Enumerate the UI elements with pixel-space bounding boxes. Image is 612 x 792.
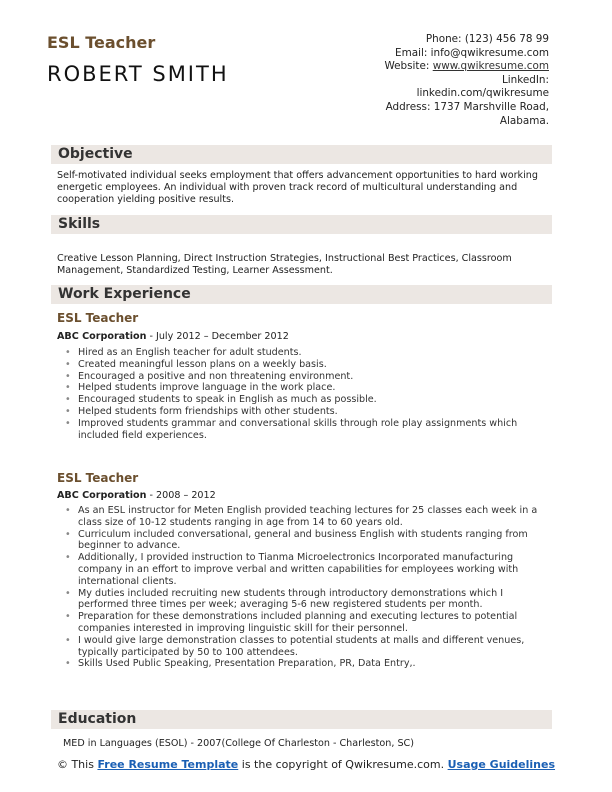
- contact-block: [269, 33, 549, 128]
- section-objective: [51, 145, 552, 164]
- person-name: ROBERT SMITH: [47, 62, 229, 86]
- section-title-work-experience: Work Experience: [58, 286, 191, 302]
- company-line: [57, 490, 216, 501]
- header-job-title: ESL Teacher: [47, 33, 156, 52]
- job-dates: - 2008 – 2012: [146, 490, 216, 501]
- linkedin-label: LinkedIn:: [501, 73, 549, 86]
- section-education: [51, 710, 552, 729]
- footer-prefix: © This: [56, 758, 98, 771]
- section-skills: [51, 215, 552, 234]
- job-title: ESL Teacher: [57, 471, 139, 485]
- list-item: • Helped students improve language in the work place.: [65, 382, 540, 394]
- job-bullets: [65, 505, 540, 670]
- linkedin-value: linkedin.com/qwikresume: [416, 87, 549, 100]
- address-line1: 1737 Marshville Road,: [433, 100, 549, 113]
- list-item: • Created meaningful lesson plans on a weekly basis.: [65, 359, 540, 371]
- objective-text: Self-motivated individual seeks employment that offers advancement opportunities to hard working energetic employees. An individual with proven track record of multicultural understanding and cooperation yielding positive results.: [57, 170, 538, 205]
- section-title-skills: Skills: [58, 216, 101, 232]
- section-work-experience: [51, 285, 552, 304]
- list-item: • Skills Used Public Speaking, Presentation Preparation, PR, Data Entry,.: [65, 658, 540, 670]
- free-resume-template-link[interactable]: Free Resume Template: [97, 758, 239, 771]
- list-item: • Encouraged students to speak in English as much as possible.: [65, 394, 540, 406]
- company-line: [57, 331, 289, 342]
- list-item: • Helped students form friendships with other students.: [65, 406, 540, 418]
- email-label: Email:: [395, 46, 428, 59]
- company-name: ABC Corporation: [57, 490, 147, 501]
- address-label: Address:: [385, 100, 431, 113]
- footer-middle: is the copyright of Qwikresume.com.: [238, 758, 448, 771]
- email-value: info@qwikresume.com: [430, 46, 549, 59]
- contact-email: [269, 47, 549, 61]
- job-dates: - July 2012 – December 2012: [146, 331, 289, 342]
- list-item: • Hired as an English teacher for adult students.: [65, 347, 540, 359]
- section-title-objective: Objective: [58, 146, 133, 162]
- contact-phone: [269, 33, 549, 47]
- website-link[interactable]: www.qwikresume.com: [432, 60, 549, 73]
- company-name: ABC Corporation: [57, 331, 147, 342]
- section-title-education: Education: [58, 711, 137, 727]
- list-item: • I would give large demonstration classes to potential students at malls and different venues, typically participated by 50 to 100 attendees.: [65, 635, 540, 659]
- contact-address: [269, 101, 549, 115]
- list-item: • Encouraged a positive and non threatening environment.: [65, 371, 540, 383]
- contact-website: [269, 60, 549, 74]
- job-bullets: [65, 347, 540, 441]
- list-item: • Additionally, I provided instruction to Tianma Microelectronics Incorporated manufacturing company in an effort to improve verbal and written capabilities for employees working with international clients.: [65, 552, 540, 587]
- footer: [40, 758, 572, 771]
- education-text: MED in Languages (ESOL) - 2007(College Of Charleston - Charleston, SC): [63, 738, 414, 749]
- list-item: • My duties included recruiting new students through introductory demonstrations which I performed three times per week; averaging 5-6 new registered students per month.: [65, 588, 540, 612]
- list-item: • Curriculum included conversational, general and business English with students ranging from beginner to advance.: [65, 529, 540, 553]
- list-item: • Improved students grammar and conversational skills through role play assignments which included field experiences.: [65, 418, 540, 442]
- address-line2: Alabama.: [499, 114, 549, 127]
- job-title: ESL Teacher: [57, 311, 139, 325]
- phone-value: (123) 456 78 99: [464, 33, 549, 45]
- website-label: Website:: [384, 60, 430, 73]
- list-item: • Preparation for these demonstrations included planning and executing lectures to potential companies interested in improving linguistic skill for their personnel.: [65, 611, 540, 635]
- usage-guidelines-link[interactable]: Usage Guidelines: [447, 758, 556, 771]
- list-item: • As an ESL instructor for Meten English provided teaching lectures for 25 classes each week in a class size of 10-12 students ranging in age from 14 to 60 years old.: [65, 505, 540, 529]
- skills-text: Creative Lesson Planning, Direct Instruction Strategies, Instructional Best Practices, Classroom Management, Standardized Testing, Learner Assessment.: [57, 253, 512, 276]
- phone-label: Phone:: [425, 33, 462, 45]
